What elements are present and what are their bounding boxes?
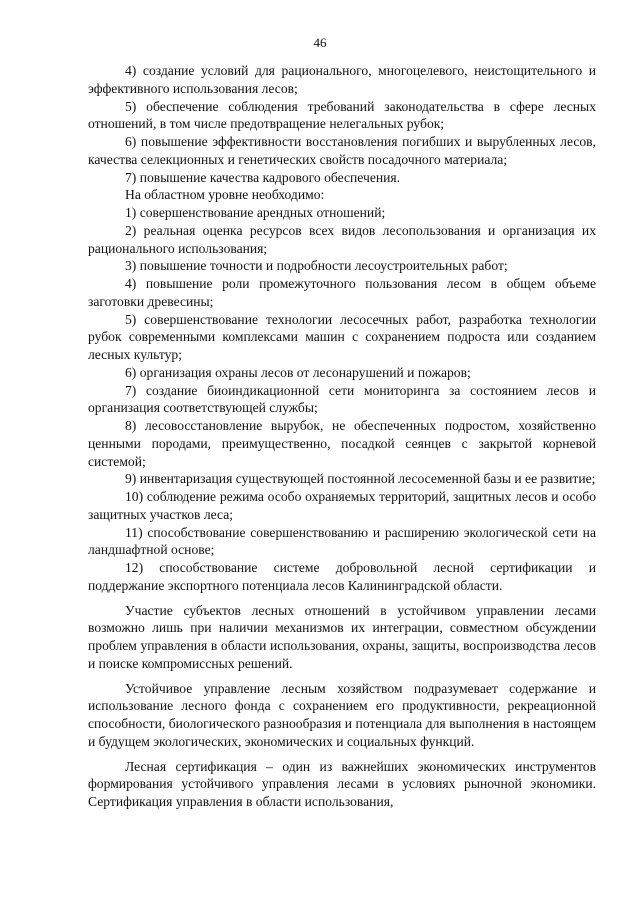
document-body <box>88 62 596 811</box>
list-item-regional-11: 11) способствование совершенствованию и расширению экологической сети на ландшафтной основе; <box>88 524 596 558</box>
list-item-goal-5: 5) обеспечение соблюдения требований законодательства в сфере лесных отношений, в том числе предотвращение нелегальных рубок; <box>88 98 596 132</box>
paragraph-participation: Участие субъектов лесных отношений в устойчивом управлении лесами возможно лишь при наличии механизмов их интеграции, совместном обсуждении проблем управления в области использования, охраны, защиты, воспроизводства лесов и поиске компромиссных решений. <box>88 602 596 671</box>
list-item-regional-12: 12) способствование системе добровольной лесной сертификации и поддержание экспортного потенциала лесов Калининградской области. <box>88 560 596 593</box>
list-item-regional-1: 1) совершенствование арендных отношений; <box>125 205 386 220</box>
list-item-regional-5: 5) совершенствование технологии лесосечных работ, разработка технологии рубок современными комплексами машин с сохранением подроста или созданием лесных культур; <box>88 311 596 362</box>
page-number: 46 <box>313 35 327 50</box>
list-item-regional-8: 8) лесовосстановление вырубок, не обеспеченных подростом, хозяйственно ценными породами, преимущественно, посадкой сеянцев с закрытой корневой системой; <box>88 418 596 469</box>
regional-level-intro: На областном уровне необходимо: <box>125 187 325 203</box>
list-item-goal-6: 6) повышение эффективности восстановления погибших и вырубленных лесов, качества селекционных и генетических свойств посадочного материала; <box>88 134 596 167</box>
list-item-regional-9: 9) инвентаризация существующей постоянной лесосеменной базы и ее развитие; <box>125 471 596 487</box>
list-item-goal-4: 4) создание условий для рационального, многоцелевого, неистощительного и эффективного использования лесов; <box>88 63 596 96</box>
paragraph-sustainable-management: Устойчивое управление лесным хозяйством подразумевает содержание и использование лесного фонда с сохранением его продуктивности, рекреационной способности, биологического разнообразия и потенциала для выполнения в настоящем и будущем экологических, экономических и социальных функций. <box>88 680 596 749</box>
list-item-regional-4: 4) повышение роли промежуточного пользования лесом в общем объеме заготовки древесины; <box>88 276 596 309</box>
paragraph-forest-certification: Лесная сертификация – один из важнейших экономических инструментов формирования устойчивого управления лесами в условиях рыночной экономики. Сертификация управления в области использования, <box>88 758 596 809</box>
list-item-regional-6: 6) организация охраны лесов от лесонарушений и пожаров; <box>125 364 471 380</box>
list-item-regional-3: 3) повышение точности и подробности лесоустроительных работ; <box>125 258 508 274</box>
list-item-goal-7: 7) повышение качества кадрового обеспечения. <box>125 169 401 185</box>
list-item-regional-2: 2) реальная оценка ресурсов всех видов лесопользования и организация их рационального использования; <box>88 222 596 256</box>
list-item-regional-7: 7) создание биоиндикационной сети мониторинга за состоянием лесов и организация соответствующей службы; <box>88 382 596 416</box>
list-item-regional-10: 10) соблюдение режима особо охраняемых территорий, защитных лесов и особо защитных участков леса; <box>88 489 596 522</box>
